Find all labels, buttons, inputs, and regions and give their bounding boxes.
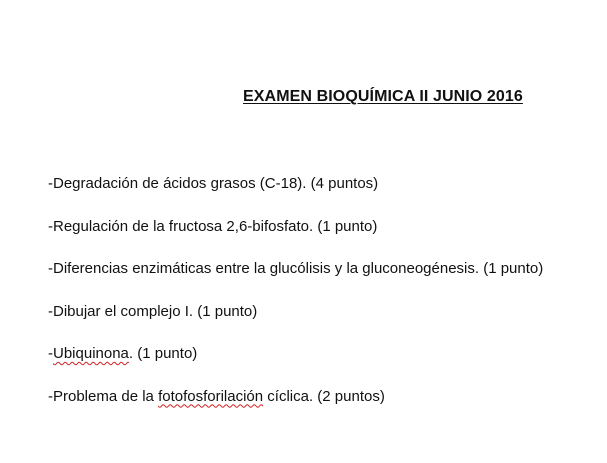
spellcheck-flagged-word: Ubiquinona — [53, 345, 129, 362]
question-suffix: . (1 punto) — [128, 345, 198, 362]
question-prefix: -Problema de la — [48, 387, 159, 405]
question-item: -Degradación de ácidos grasos (C-18). (4 puntos) — [48, 175, 379, 192]
question-item — [48, 344, 543, 387]
question-prefix: - — [48, 345, 53, 362]
question-item: -Dibujar el complejo I. (1 punto) — [48, 302, 258, 320]
question-list — [48, 174, 543, 429]
exam-title: EXAMEN BIOQUÍMICA II JUNIO 2016 — [243, 88, 523, 105]
question-item — [48, 387, 543, 430]
question-item: -Diferencias enzimáticas entre la glucólisis y la gluconeogénesis. (1 punto) — [48, 260, 544, 277]
spellcheck-flagged-word: fotofosforilación — [158, 387, 264, 405]
question-suffix: cíclica. (2 puntos) — [263, 387, 385, 405]
question-item: -Regulación de la fructosa 2,6-bifosfato. (1 punto) — [48, 217, 378, 235]
